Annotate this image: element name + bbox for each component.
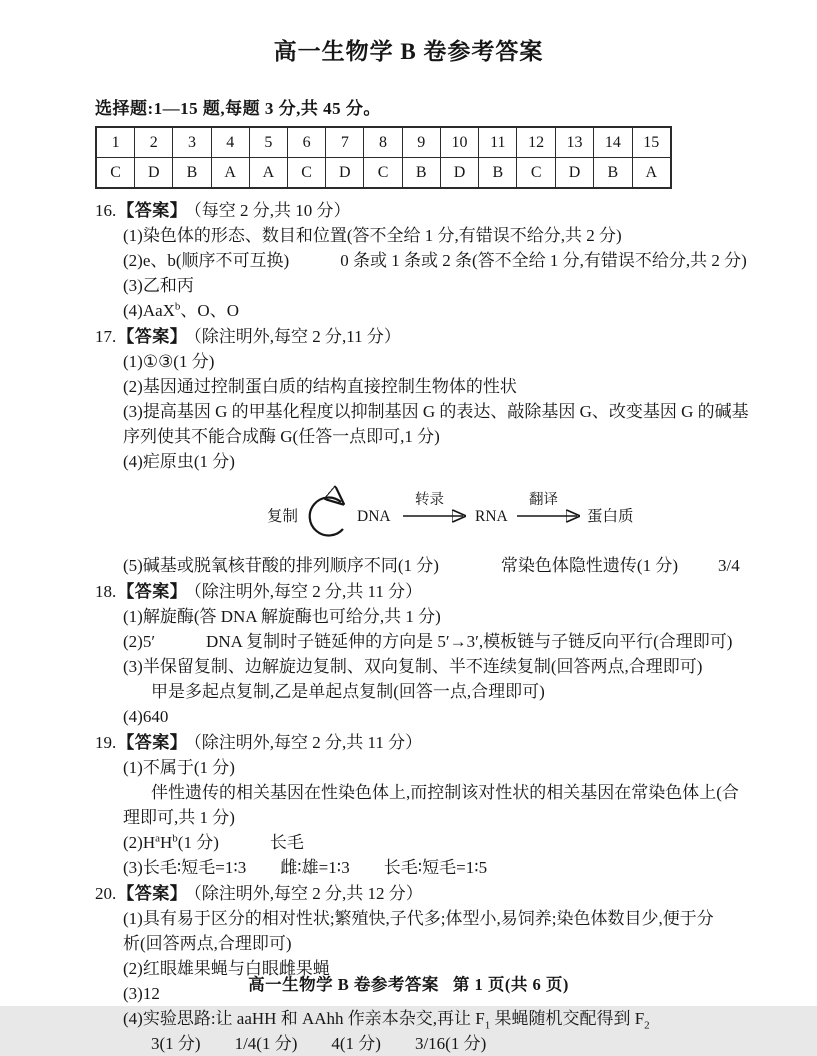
answer-part: 常染色体隐性遗传(1 分): [500, 556, 678, 575]
table-answer-cell: A: [632, 158, 671, 189]
page-title: 高一生物学 B 卷参考答案: [273, 39, 544, 64]
table-answer-cell: B: [173, 158, 211, 189]
answer-line-18-2: (2)5′ DNA 复制时子链延伸的方向是 5′→3′,模板链与子链反向平行(合理即可): [123, 632, 733, 651]
table-number-cell: 5: [249, 127, 287, 158]
answer-line-17-2: (2)基因通过控制蛋白质的结构直接控制生物体的性状: [123, 377, 517, 396]
answer-table: [95, 126, 672, 189]
choice-section-heading: 选择题:1—15 题,每题 3 分,共 45 分。: [95, 99, 381, 118]
dna-label: DNA: [357, 508, 391, 525]
question-number: 17.: [95, 327, 117, 346]
answer-label: 【答案】: [117, 327, 188, 346]
answer-label: 【答案】: [117, 733, 188, 752]
table-number-cell: 2: [135, 127, 173, 158]
transcription-label: 转录: [415, 492, 444, 508]
answer-part: 3/4: [717, 556, 740, 575]
table-answer-cell: B: [594, 158, 632, 189]
question-number: 18.: [95, 582, 117, 601]
table-answer-cell: C: [96, 158, 135, 189]
answer-label: 【答案】: [117, 884, 188, 903]
table-number-cell: 11: [479, 127, 517, 158]
answer-line-20-2: (2)红眼雄果蝇与白眼雌果蝇: [123, 959, 330, 978]
answer-line-18-1: (1)解旋酶(答 DNA 解旋酶也可给分,共 1 分): [123, 607, 441, 626]
answer-line-16-3: (3)乙和丙: [123, 276, 194, 295]
answer-label: 【答案】: [117, 582, 188, 601]
replication-loop-arrow: [310, 497, 343, 535]
question-16-header: [95, 198, 767, 223]
answer-table-answer-row: [96, 158, 671, 189]
table-number-cell: 13: [555, 127, 593, 158]
table-answer-cell: B: [402, 158, 440, 189]
answer-line-17-1: (1)①③(1 分): [123, 352, 215, 371]
table-number-cell: 12: [517, 127, 555, 158]
question-number: 19.: [95, 733, 117, 752]
answer-line-20-3: (3)12: [123, 984, 160, 1003]
table-answer-cell: D: [326, 158, 364, 189]
answer-line-19-1: (1)不属于(1 分): [123, 758, 235, 777]
answer-line-18-4: (4)640: [123, 707, 169, 726]
replication-label: 复制: [267, 508, 299, 525]
scoring-note: （每空 2 分,共 10 分）: [193, 201, 351, 220]
scoring-note: （除注明外,每空 2 分,11 分）: [193, 327, 401, 346]
question-number: 16.: [95, 201, 117, 220]
translation-label: 翻译: [529, 492, 558, 508]
question-17-header: [95, 324, 767, 349]
footer-doc-title: 高一生物学 B 卷参考答案: [248, 975, 439, 994]
question-number: 20.: [95, 884, 117, 903]
table-number-cell: 15: [632, 127, 671, 158]
table-number-cell: 4: [211, 127, 249, 158]
table-number-cell: 10: [440, 127, 478, 158]
answer-line-17-5: [95, 553, 767, 578]
answer-part: (5)碱基或脱氧核苷酸的排列顺序不同(1 分): [123, 556, 439, 575]
question-19-header: [95, 730, 767, 755]
answer-line-17-4: (4)疟原虫(1 分): [123, 452, 235, 471]
table-number-cell: 7: [326, 127, 364, 158]
rna-label: RNA: [475, 508, 508, 525]
answer-table-number-row: [96, 127, 671, 158]
answer-line-19-1c: 理即可,共 1 分): [123, 808, 235, 827]
table-answer-cell: C: [517, 158, 555, 189]
answer-label: 【答案】: [117, 201, 188, 220]
answer-line-20-1b: 析(回答两点,合理即可): [123, 934, 292, 953]
answer-line-20-5: 3(1 分) 1/4(1 分) 4(1 分) 3/16(1 分): [151, 1034, 487, 1053]
table-number-cell: 6: [288, 127, 326, 158]
page-content: [95, 94, 767, 1056]
answer-line-19-3: (3)长毛∶短毛=1∶3 雌∶雄=1∶3 长毛∶短毛=1∶5: [123, 858, 488, 877]
table-number-cell: 1: [96, 127, 135, 158]
answer-line-16-1: (1)染色体的形态、数目和位置(答不全给 1 分,有错误不给分,共 2 分): [123, 226, 622, 245]
answer-line-17-3: (3)提高基因 G 的甲基化程度以抑制基因 G 的表达、敲除基因 G、改变基因 G 的碱基: [123, 402, 749, 421]
table-answer-cell: A: [249, 158, 287, 189]
protein-label: 蛋白质: [587, 508, 634, 525]
answer-line-19-1b: 伴性遗传的相关基因在性染色体上,而控制该对性状的相关基因在常染色体上(合: [151, 783, 739, 802]
scoring-note: （除注明外,每空 2 分,共 12 分）: [193, 884, 423, 903]
answer-line-20-1: (1)具有易于区分的相对性状;繁殖快,子代多;体型小,易饲养;染色体数目少,便于分: [123, 909, 714, 928]
answer-line-17-3b: 序列使其不能合成酶 G(任答一点即可,1 分): [123, 427, 440, 446]
table-answer-cell: D: [555, 158, 593, 189]
footer-page-number: 第 1 页(共 6 页): [452, 975, 569, 994]
table-number-cell: 14: [594, 127, 632, 158]
answer-line-18-3b: 甲是多起点复制,乙是单起点复制(回答一点,合理即可): [151, 682, 545, 701]
table-answer-cell: B: [479, 158, 517, 189]
answer-line-20-4: (4)实验思路:让 aaHH 和 AAhh 作亲本杂交,再让 $F_1$ 果蝇随机交配得到 $F_2$: [123, 1009, 650, 1032]
table-number-cell: 8: [364, 127, 402, 158]
page-footer: [0, 971, 817, 995]
table-answer-cell: A: [211, 158, 249, 189]
answer-line-16-2: (2)e、b(顺序不可互换) 0 条或 1 条或 2 条(答不全给 1 分,有错误不给分,共 2 分): [123, 251, 747, 270]
table-answer-cell: D: [135, 158, 173, 189]
question-18-header: [95, 579, 767, 604]
central-dogma-diagram: [265, 479, 655, 545]
table-number-cell: 3: [173, 127, 211, 158]
answer-line-18-3: (3)半保留复制、边解旋边复制、双向复制、半不连续复制(回答两点,合理即可): [123, 657, 703, 676]
scoring-note: （除注明外,每空 2 分,共 11 分）: [193, 733, 423, 752]
answer-line-19-2: $(2)H^aH^b(1$ 分) 长毛: [123, 832, 304, 852]
question-20-header: [95, 881, 767, 906]
table-number-cell: 9: [402, 127, 440, 158]
table-answer-cell: C: [288, 158, 326, 189]
table-answer-cell: D: [440, 158, 478, 189]
table-answer-cell: C: [364, 158, 402, 189]
scoring-note: （除注明外,每空 2 分,共 11 分）: [193, 582, 423, 601]
answer-line-16-4: (4)AaX$^b$、O、O: [123, 300, 239, 320]
